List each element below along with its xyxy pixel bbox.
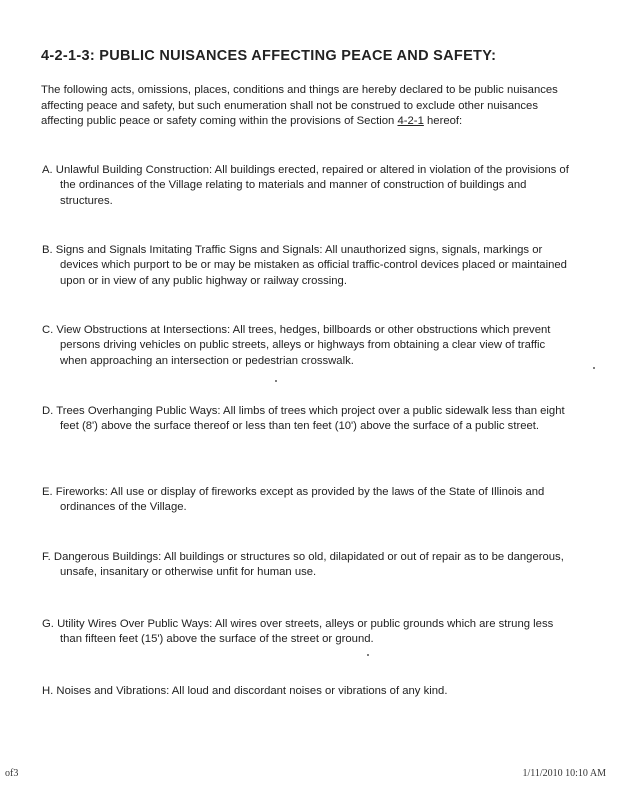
nuisance-item-c: C. View Obstructions at Intersections: All trees, hedges, billboards or other obstructions which prevent persons driving vehicles on public streets, alleys or highways from obtaining a clear view of traffic when approaching an intersection or pedestrian crosswalk. (42, 324, 551, 367)
page-number: of3 (5, 768, 19, 779)
intro-paragraph (41, 83, 561, 130)
nuisance-item-a: A. Unlawful Building Construction: All buildings erected, repaired or altered in violation of the provisions of the ordinances of the Village relating to materials and manner of construction of buildings and structures. (42, 164, 569, 207)
nuisance-item-g: G. Utility Wires Over Public Ways: All wires over streets, alleys or public grounds which are strung less than fifteen feet (15') above the surface of the street or ground. (42, 618, 554, 646)
section-title: 4-2-1-3: PUBLIC NUISANCES AFFECTING PEACE AND SAFETY: (41, 48, 497, 64)
print-timestamp: 1/11/2010 10:10 AM (522, 768, 606, 779)
scan-speck (593, 367, 595, 369)
intro-end: hereof: (423, 115, 463, 128)
nuisance-item-h: H. Noises and Vibrations: All loud and discordant noises or vibrations of any kind. (42, 685, 448, 697)
nuisance-item-f: F. Dangerous Buildings: All buildings or structures so old, dilapidated or out of repair as to be dangerous, unsafe, insanitary or otherwise unfit for human use. (42, 551, 564, 579)
scan-speck (275, 380, 277, 382)
nuisance-item-d: D. Trees Overhanging Public Ways: All limbs of trees which project over a public sidewalk less than eight feet (8') above the surface thereof or less than ten feet (10') above the surface of a public street. (42, 405, 565, 433)
nuisance-item-e: E. Fireworks: All use or display of fireworks except as provided by the laws of the State of Illinois and ordinances of the Village. (42, 486, 545, 514)
intro-text: The following acts, omissions, places, conditions and things are hereby declared to be public nuisances affecting peace and safety, but such enumeration shall not be construed to exclude other nuisances affecting public peace or safety coming within the provisions of Section (41, 84, 558, 128)
nuisance-item-b: B. Signs and Signals Imitating Traffic Signs and Signals: All unauthorized signs, signals, markings or devices which purport to be or may be mistaken as official traffic-control devices placed or maintained upon or in view of any public highway or railway crossing. (42, 244, 567, 287)
scan-speck (367, 654, 369, 656)
section-reference-link: 4-2-1 (397, 115, 424, 128)
